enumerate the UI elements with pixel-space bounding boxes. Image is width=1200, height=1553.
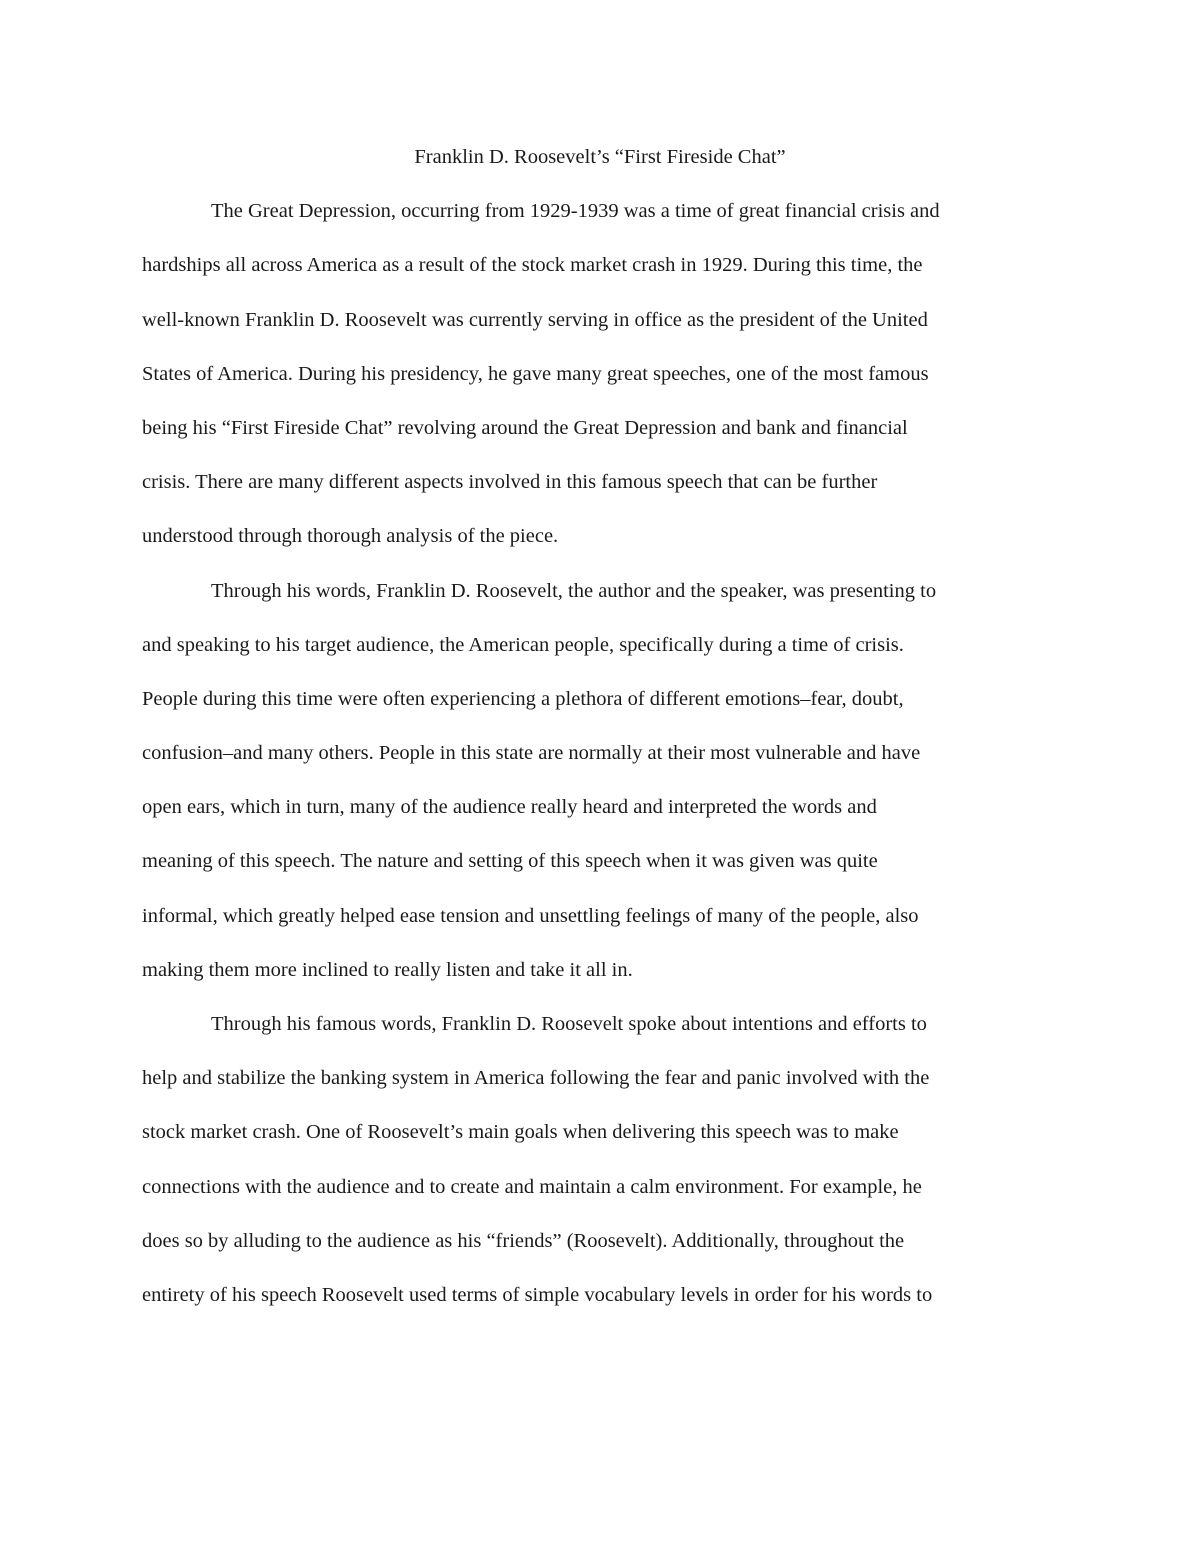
document-title: Franklin D. Roosevelt’s “First Fireside Chat” <box>414 146 786 168</box>
paragraph-line: stock market crash. One of Roosevelt’s main goals when delivering this speech was to make <box>142 1121 899 1144</box>
paragraph-line: being his “First Fireside Chat” revolving around the Great Depression and bank and financial <box>142 416 908 439</box>
paragraph-line: confusion–and many others. People in this state are normally at their most vulnerable and have <box>142 742 921 765</box>
paragraph-line: entirety of his speech Roosevelt used terms of simple vocabulary levels in order for his words to <box>142 1283 933 1306</box>
paragraph-line: crisis. There are many different aspects involved in this famous speech that can be further <box>142 471 878 494</box>
paragraph-1 <box>142 184 1058 563</box>
paragraph-line: open ears, which in turn, many of the audience really heard and interpreted the words and <box>142 796 877 819</box>
document-body <box>142 130 1058 1322</box>
paragraph-line: well-known Franklin D. Roosevelt was currently serving in office as the president of the United <box>142 308 928 331</box>
paragraph-line: does so by alluding to the audience as his “friends” (Roosevelt). Additionally, throughout the <box>142 1229 905 1252</box>
paragraph-line: help and stabilize the banking system in America following the fear and panic involved with the <box>142 1067 930 1090</box>
paragraph-line: informal, which greatly helped ease tension and unsettling feelings of many of the people, also <box>142 904 919 927</box>
paragraph-line: understood through thorough analysis of the piece. <box>142 525 559 548</box>
paragraph-line: making them more inclined to really listen and take it all in. <box>142 958 633 981</box>
paragraph-line: hardships all across America as a result of the stock market crash in 1929. During this time, the <box>142 254 923 277</box>
paragraph-line: meaning of this speech. The nature and setting of this speech when it was given was quite <box>142 850 878 873</box>
paragraph-line: The Great Depression, occurring from 1929-1939 was a time of great financial crisis and <box>211 200 940 223</box>
paragraph-line: and speaking to his target audience, the American people, specifically during a time of crisis. <box>142 633 904 656</box>
paragraph-line: States of America. During his presidency, he gave many great speeches, one of the most famous <box>142 362 929 385</box>
paragraph-3 <box>142 997 1058 1322</box>
paragraph-line: People during this time were often experiencing a plethora of different emotions–fear, doubt, <box>142 687 904 710</box>
paragraph-line: Through his famous words, Franklin D. Roosevelt spoke about intentions and efforts to <box>211 1013 927 1035</box>
paragraph-line: Through his words, Franklin D. Roosevelt, the author and the speaker, was presenting to <box>211 579 937 602</box>
paragraph-line: connections with the audience and to create and maintain a calm environment. For example, he <box>142 1175 922 1198</box>
paragraph-2 <box>142 564 1058 998</box>
